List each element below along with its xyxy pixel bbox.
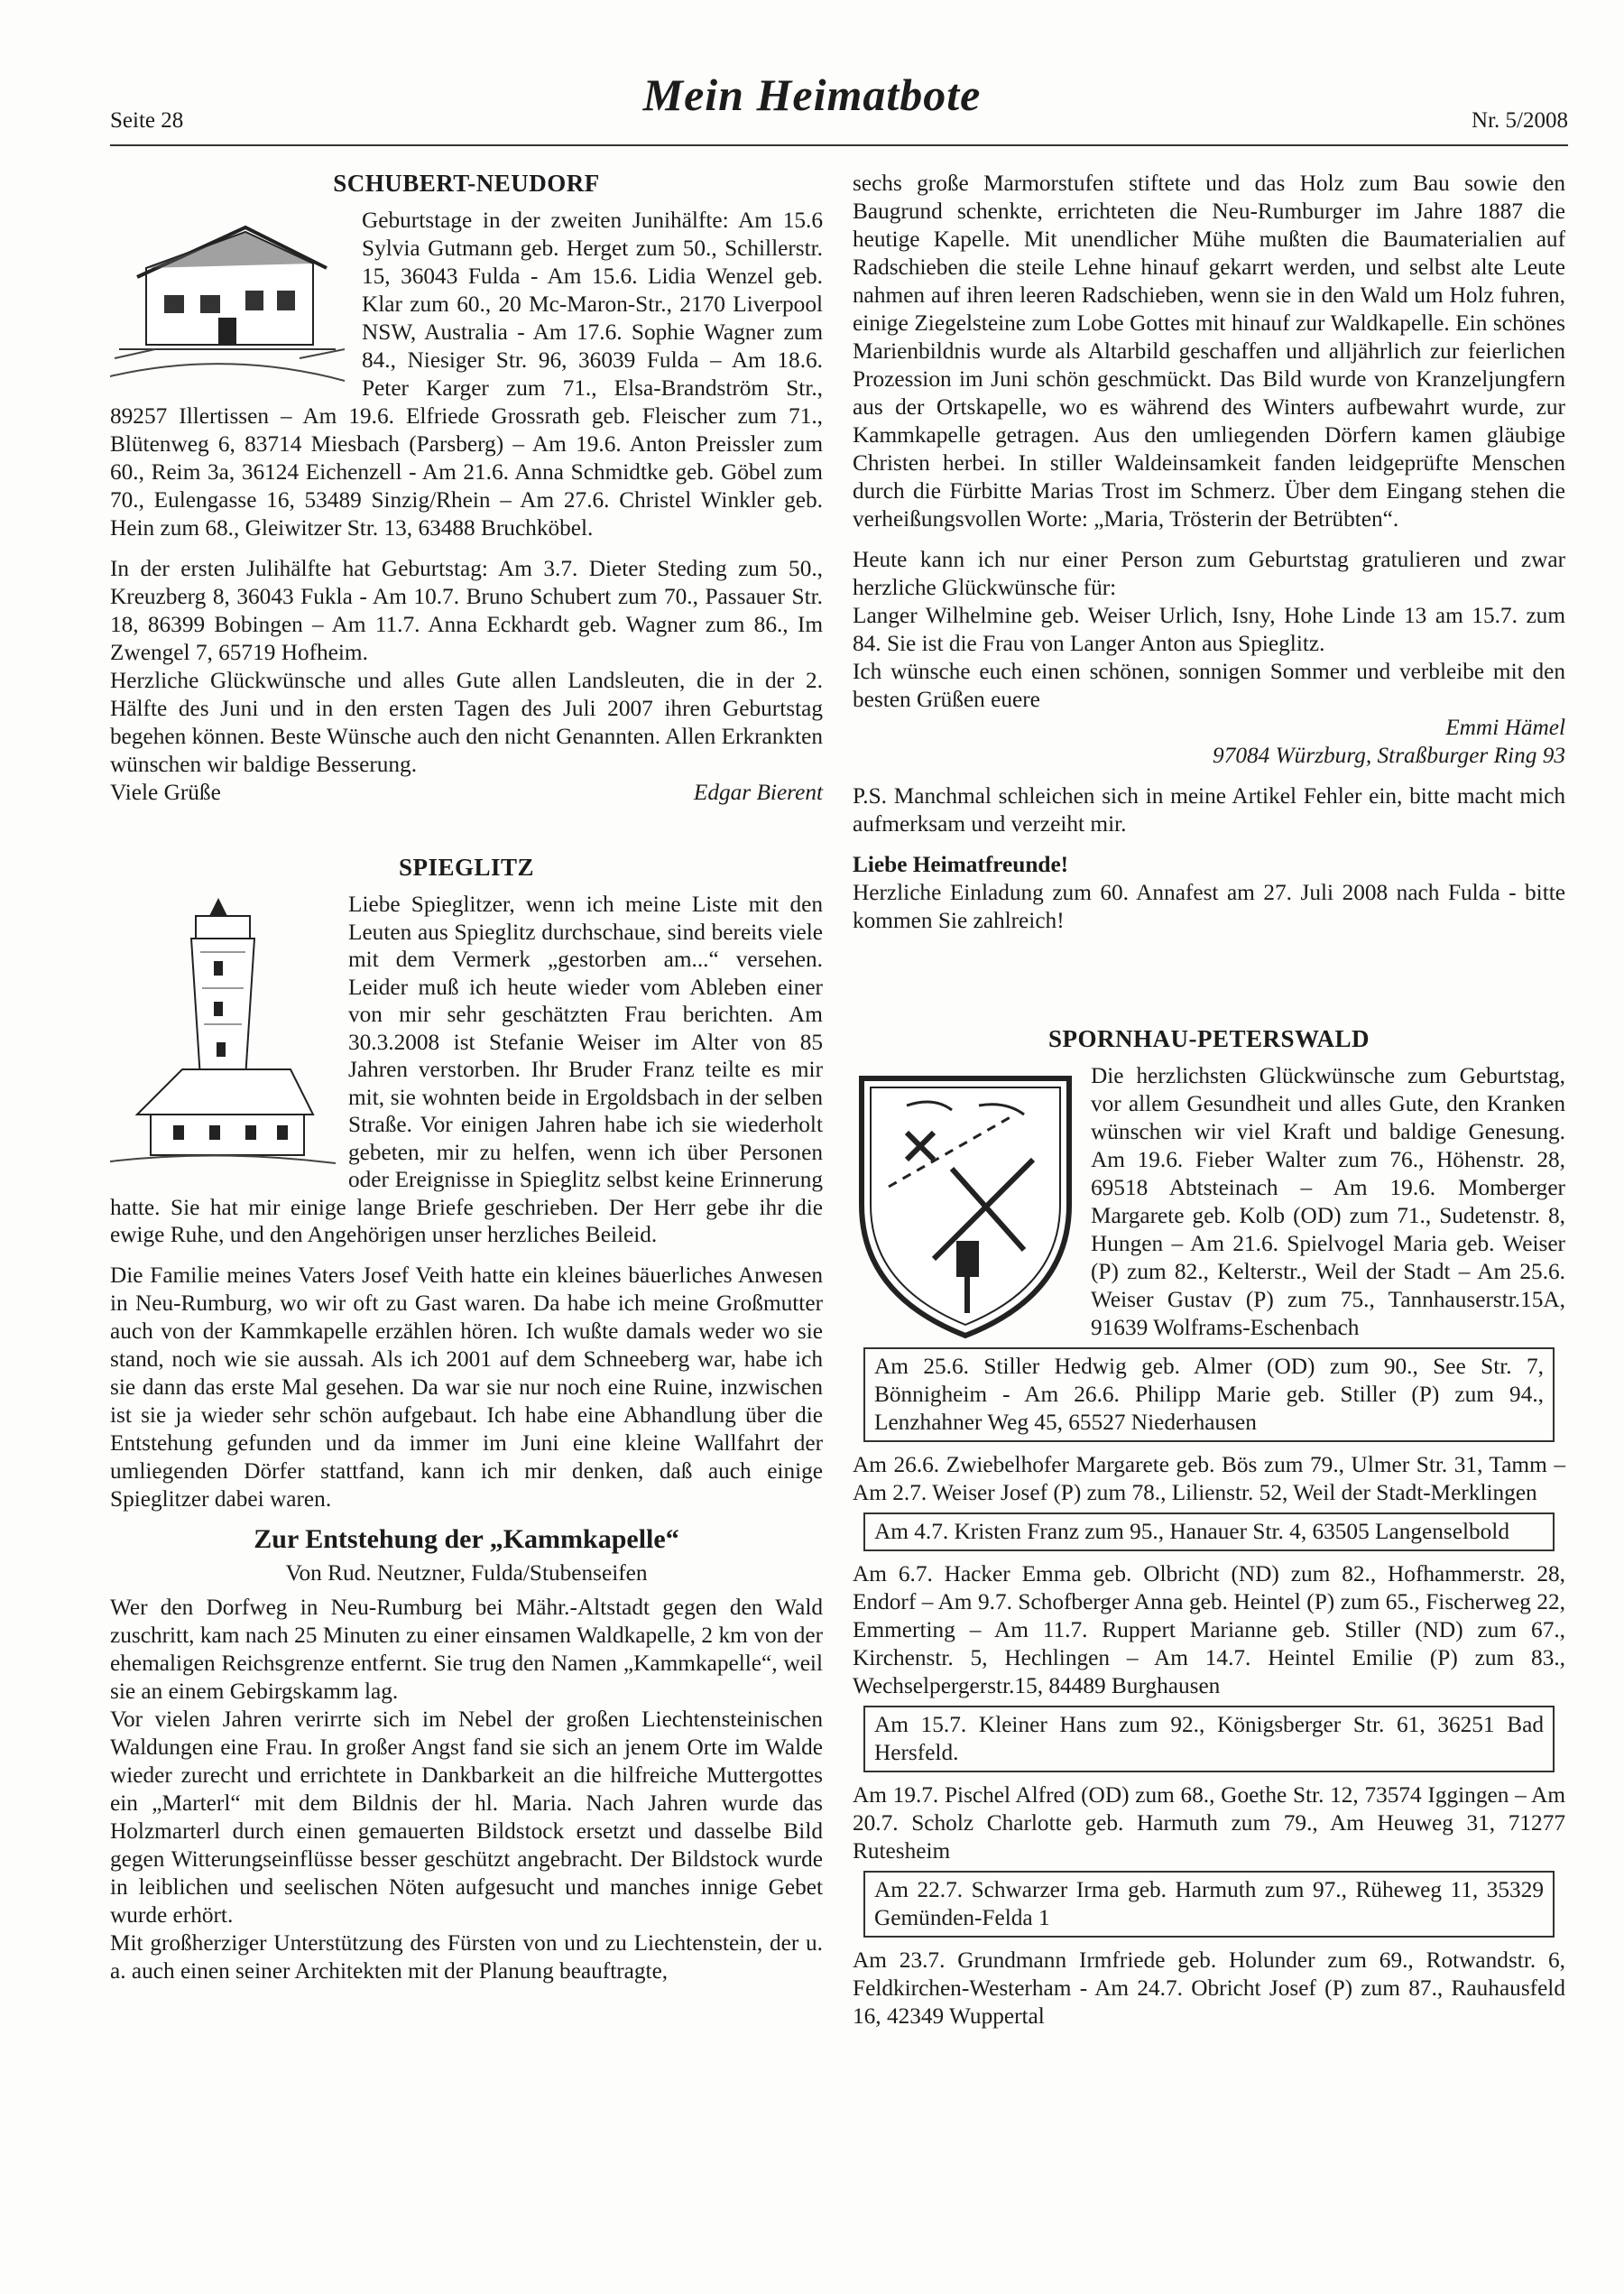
spornhau-birthdays-4: Am 19.7. Pischel Alfred (OD) zum 68., Goethe Str. 12, 73574 Iggingen – Am 20.7. Scholz Charlotte geb. Harmuth zum 79., Am Heuweg 31, 71277 Rutesheim (853, 1782, 1565, 1864)
schubert-birthdays-june: Geburtstage in der zweiten Junihälfte: Am 15.6 Sylvia Gutmann geb. Herget zum 50., Schillerstr. 15, 36043 Fulda - Am 15.6. Lidia Wenzel geb. Klar zum 60., 20 Mc-Maron-Str., 2170 Liverpool NSW, Australia - Am 17.6. Sophie Wagner zum 84., Niesiger Str. 96, 36039 Fulda – Am 18.6. Peter Karger zum 71., Elsa-Brandström Str., 89257 Illertissen – Am 19.6. Elfriede Grossrath geb. Fleischer zum 71., Blütenweg 6, 83714 Miesbach (Parsberg) – Am 19.6. Anton Preissler zum 60., Reim 3a, 36124 Eichenzell - Am 21.6. Anna Schmidtke geb. Göbel zum 70., Eulengasse 16, 53489 Sinzig/Rhein – Am 27.6. Christel Winkler geb. Hein zum 68., Gleiwitzer Str. 13, 63488 Bruchköbel. (110, 208, 823, 541)
kammkapelle-paragraph-1: Wer den Dorfweg in Neu-Rumburg bei Mähr.-Altstadt gegen den Wald zuschritt, kam nach 25 Minuten zu einer einsamen Waldkapelle, 2 km von der ehemaligen Reichsgrenze entfernt. Sie trug den Namen „Kammkapelle“, weil sie an einem Gebirgskamm lag. (110, 1594, 823, 1704)
highlight-box-3 (863, 1706, 1555, 1772)
page-number: Seite 28 (110, 108, 184, 133)
spieglitz-author: Emmi Hämel (1445, 715, 1565, 740)
kammkapelle-paragraph-2: Vor vielen Jahren verirrte sich im Nebel der großen Liechtensteinischen Waldungen eine Frau. In großer Angst fand sie sich an jenem Orte im Walde wieder zurecht und errichtete in Dankbarkeit an die hilfreiche Muttergottes ein „Marterl“ mit dem Bildnis der hl. Maria. Nach Jahren wurde das Holzmarterl durch einen gemauerten Bildstock ersetzt und dasselbe Bild gegen Witterungseinflüsse besser geschützt angebracht. Der Bildstock wurde in leiblichen und seelischen Nöten aufgesucht und manches innige Gebet wurde erhört. (110, 1706, 823, 1928)
house-illustration (110, 214, 349, 390)
spieglitz-family-story: Die Familie meines Vaters Josef Veith hatte ein kleines bäuerliches Anwesen in Neu-Rumburg, wo wir oft zu Gast waren. Da habe ich meine Großmutter auch von der Kammkapelle erzählen hören. Ich wußte damals weder wo sie stand, noch wie sie aussah. Als ich 2001 auf dem Schneeberg war, habe ich sie dann das erste Mal gesehen. Da war sie nur noch eine Ruine, inzwischen ist sie ja wieder sehr schön aufgebaut. Ich habe eine Abhandlung über die Entstehung gefunden und da immer im Juni eine kleine Wallfahrt der umliegenden Dörfer stattfand, kann ich mir denken, daß auch einige Spieglitzer dabei waren. (110, 1262, 823, 1512)
birthday-box-2-text: Am 4.7. Kristen Franz zum 95., Hanauer Str. 4, 63505 Langenselbold (874, 1519, 1509, 1544)
heimatfreunde-heading: Liebe Heimatfreunde! (853, 852, 1069, 877)
spieglitz-birthday-intro: Heute kann ich nur einer Person zum Geburtstag gratulieren und zwar herzliche Glückwünsche für: (853, 547, 1565, 600)
section-title-schubert-neudorf: SCHUBERT-NEUDORF (333, 170, 600, 197)
tower-illustration (110, 898, 336, 1169)
annafest-invitation: Herzliche Einladung zum 60. Annafest am 27. Juli 2008 nach Fulda - bitte kommen Sie zahlreich! (853, 880, 1565, 933)
spornhau-birthdays-2: Am 26.6. Zwiebelhofer Margarete geb. Bös zum 79., Ulmer Str. 31, Tamm – Am 2.7. Weiser Josef (P) zum 78., Lilienstr. 52, Weil der Stadt-Merklingen (853, 1452, 1565, 1505)
postscript: P.S. Manchmal schleichen sich in meine Artikel Fehler ein, bitte macht mich aufmerksam und verzeiht mir. (853, 783, 1565, 837)
highlight-box-1 (863, 1347, 1555, 1442)
schubert-greeting: Viele Grüße (110, 780, 221, 805)
spornhau-birthdays-3: Am 6.7. Hacker Emma geb. Olbricht (ND) zum 82., Hofhammerstr. 28, Endorf – Am 9.7. Schofberger Anna geb. Heintel (P) zum 65., Fischerweg 22, Emmerting – Am 11.7. Ruppert Marianne geb. Stiller (ND) zum 67., Kirchenstr. 5, Hechlingen – Am 14.7. Heintel Emilie (P) zum 83., Wechselpergerstr.15, 84489 Burghausen (853, 1561, 1565, 1698)
spieglitz-wishes: Ich wünsche euch einen schönen, sonnigen Sommer und verbleibe mit den besten Grüßen euere (853, 659, 1565, 712)
newspaper-title: Mein Heimatbote (642, 69, 982, 120)
left-column (110, 170, 823, 1985)
spornhau-birthdays-5: Am 23.7. Grundmann Irmfriede geb. Holunder zum 69., Rotwandstr. 6, Feldkirchen-Westerham - Am 24.7. Obricht Josef (P) zum 87., Rauhausfeld 16, 42349 Wuppertal (853, 1947, 1565, 2029)
issue-number: Nr. 5/2008 (1472, 108, 1568, 133)
spieglitz-address: 97084 Würzburg, Straßburger Ring 93 (1213, 743, 1565, 768)
birthday-box-4-text: Am 22.7. Schwarzer Irma geb. Harmuth zum 97., Rüheweg 11, 35329 Gemünden-Felda 1 (874, 1877, 1544, 1930)
birthday-box-1-text: Am 25.6. Stiller Hedwig geb. Almer (OD) zum 90., See Str. 7, Bönnigheim - Am 26.6. Philipp Marie geb. Stiller (P) zum 94., Lenzhahner Weg 45, 65527 Niederhausen (874, 1354, 1544, 1435)
kammkapelle-paragraph-3: Mit großherziger Unterstützung des Fürsten von und zu Liechtenstein, der u. a. auch einen seiner Architekten mit der Planung beauftragte, (110, 1929, 823, 1984)
spornhau-birthdays-intro: Die herzlichsten Glückwünsche zum Geburtstag, vor allem Gesundheit und alles Gute, den Kranken wünschen wir viel Kraft und baldige Genesung. Am 19.6. Fieber Walter zum 76., Höhenstr. 28, 69518 Abtsteinach – Am 19.6. Momberger Margarete geb. Kolb (OD) zum 71., Sudetenstr. 8, Hungen – Am 21.6. Spielvogel Maria geb. Weiser (P) zum 82., Kelterstr., Weil der Stadt – Am 25.6. Weiser Gustav (P) zum 75., Tannhauserstr.15A, 91639 Wolframs-Eschenbach (1091, 1063, 1565, 1340)
schubert-greetings-text: Herzliche Glückwünsche und alles Gute allen Landsleuten, die in der 2. Hälfte des Juni und in den ersten Tagen des Juli 2007 ihren Geburtstag begehen können. Beste Wünsche auch den nicht Genannten. Allen Erkrankten wünschen wir baldige Besserung. (110, 668, 823, 777)
birthday-box-3-text: Am 15.7. Kleiner Hans zum 92., Königsberger Str. 61, 36251 Bad Hersfeld. (874, 1712, 1544, 1765)
article-byline: Von Rud. Neutzner, Fulda/Stubenseifen (285, 1559, 648, 1586)
spieglitz-obituary: Liebe Spieglitzer, wenn ich meine Liste mit den Leuten aus Spieglitz durchschaue, sind bereits viele mit dem Vermerk „gestorben am...“ versehen. Leider muß ich heute wieder vom Ableben einer von mir sehr geschätzten Frau berichten. Am 30.3.2008 ist Stefanie Weiser im Alter von 85 Jahren verstorben. Ihr Bruder Franz teilte es mir mit, sie wohnten beide in Ergoldsbach in der selben Straße. Vor einigen Jahren habe ich sie wiederholt gebeten, mir zu helfen, wenn ich über Personen oder Ereignisse in Spieglitz selbst keine Erinnerung hatte. Sie hat mir einige lange Briefe geschrieben. Der Herr gebe ihr die ewige Ruhe, und den Angehörigen unser herzliches Beileid. (110, 892, 823, 1247)
section-title-spieglitz: SPIEGLITZ (398, 854, 535, 881)
kammkapelle-paragraph-4: sechs große Marmorstufen stiftete und das Holz zum Bau sowie den Baugrund schenkte, errichteten die Neu-Rumburger im Jahre 1887 die heutige Kapelle. Mit unendlicher Mühe mußten die Baumaterialien auf Radschieben die steile Lehne hinauf gekarrt werden, und selbst alte Leute nahmen auf ihren leeren Radschieben, wenn sie in den Wald um Holz fuhren, einige Ziegelsteine zum Lobe Gottes mit hinauf zur Waldkapelle. Ein schönes Marienbildnis wurde als Altarbild geschaffen und alljährlich zur feierlichen Prozession im Juni schön geschmückt. Das Bild wurde von Kranzeljungfern aus der Ortskapelle, wo es während des Winters aufbewahrt wurde, zur Kammkapelle getragen. Aus den umliegenden Dörfern kamen gläubige Christen herbei. In stiller Waldeinsamkeit fanden leidgeprüfte Menschen durch die Fürbitte Marias Trost im Schmerz. Über dem Eingang stehen die verheißungsvollen Worte: „Maria, Trösterin der Betrübten“. (853, 171, 1565, 532)
spieglitz-birthday-entry: Langer Wilhelmine geb. Weiser Urlich, Isny, Hohe Linde 13 am 15.7. zum 84. Sie ist die Frau von Langer Anton aus Spieglitz. (853, 603, 1565, 656)
section-title-spornhau-peterswald: SPORNHAU-PETERSWALD (1047, 1025, 1370, 1052)
highlight-box-4 (863, 1871, 1555, 1938)
article-title-kammkapelle: Zur Entstehung der „Kammkapelle“ (254, 1523, 679, 1554)
highlight-box-2 (863, 1512, 1555, 1551)
right-column (853, 170, 1565, 2030)
header-rule (110, 144, 1568, 146)
schubert-birthdays-july: In der ersten Julihälfte hat Geburtstag: Am 3.7. Dieter Steding zum 50., Kreuzberg 8, 36043 Fukla - Am 10.7. Bruno Schubert zum 70., Passauer Str. 18, 86399 Bobingen – Am 11.7. Anna Eckhardt geb. Wagner zum 86., Im Zwengel 7, 65719 Hofheim. (110, 556, 823, 665)
coat-of-arms-icon (853, 1069, 1078, 1340)
schubert-author: Edgar Bierent (693, 780, 823, 805)
